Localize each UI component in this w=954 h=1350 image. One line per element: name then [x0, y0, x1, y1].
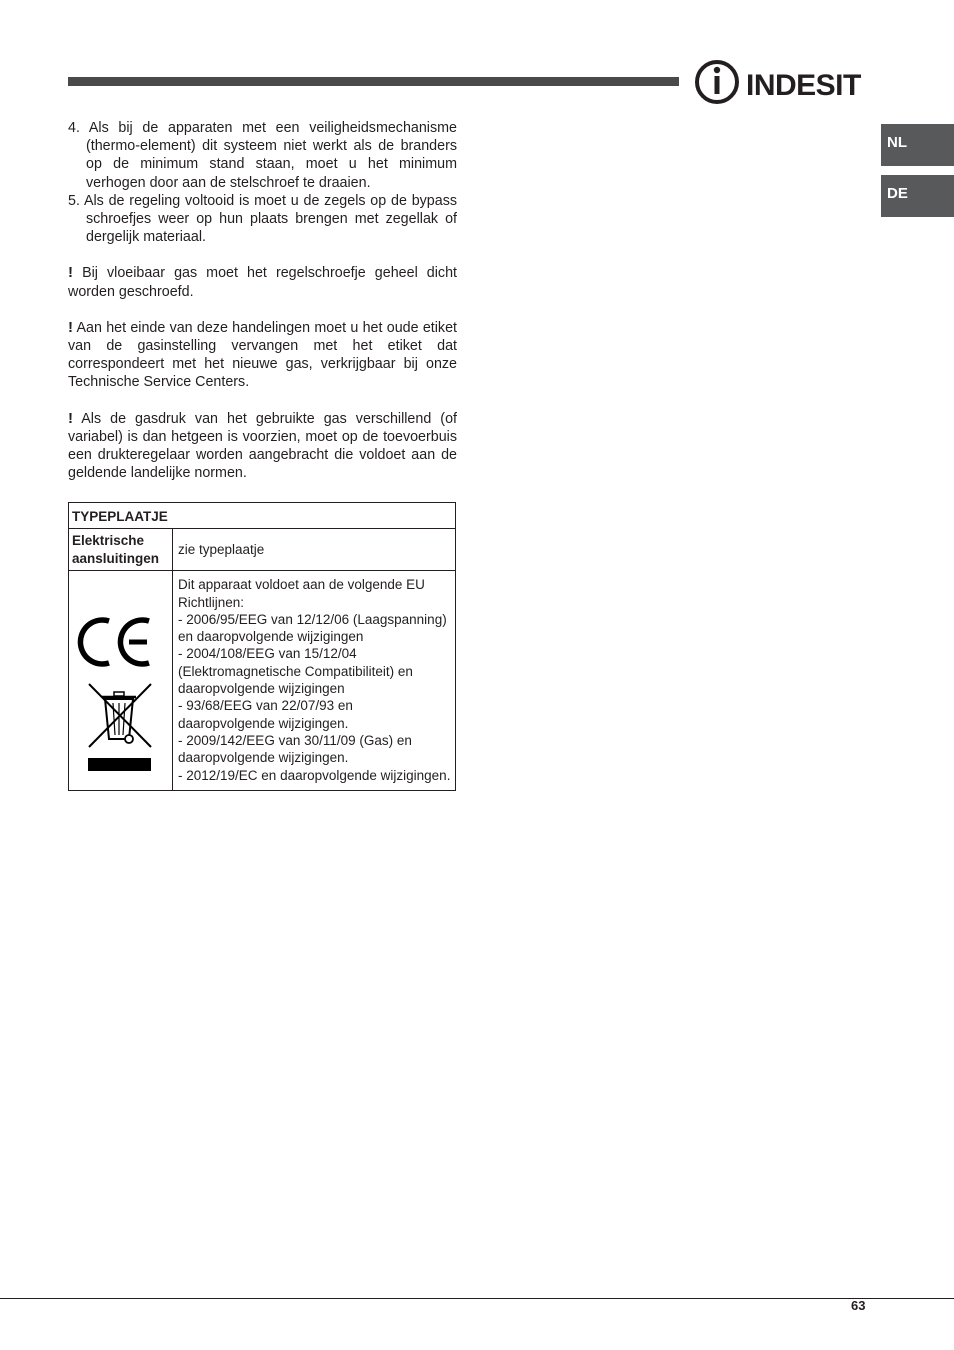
eu-line: - 93/68/EEG van 22/07/93 en daaropvolgende wijzigingen.	[178, 698, 353, 731]
eu-line: - 2009/142/EEG van 30/11/09 (Gas) en daaropvolgende wijzigingen.	[178, 732, 412, 766]
warning-mark: !	[68, 264, 73, 282]
instruction-item: 5. Als de regeling voltooid is moet u de zegels op de bypass schroefjes weer op hun plaats brengen met zegellak of dergelijk materiaal.	[68, 192, 458, 246]
warning-mark: !	[68, 409, 73, 427]
header-bar	[68, 77, 679, 86]
lang-tab-label: NL	[887, 134, 907, 151]
instruction-list	[68, 119, 457, 246]
warning-paragraph: ! Als de gasdruk van het gebruikte gas verschillend (of variabel) is dan hetgeen is voorzien, moet op de toevoerbuis een drukteregelaar worden aangebracht die voldoet aan de geldende landelijke normen.	[68, 409, 457, 482]
eu-directives	[173, 571, 456, 791]
warning-paragraph: ! Aan het einde van deze handelingen moet u het oude etiket van de gasinstelling vervangen met het etiket dat correspondeert met het nieuwe gas, verkrijgbaar bij onze Technische Service Centers.	[68, 318, 457, 391]
eu-line: Dit apparaat voldoet aan de volgende EU Richtlijnen:	[178, 577, 425, 610]
symbols-cell	[69, 571, 173, 791]
lang-tab-de[interactable]	[881, 175, 954, 217]
warning-mark: !	[68, 318, 73, 336]
ce-mark-icon	[80, 620, 149, 664]
main-text	[68, 119, 457, 482]
instruction-item: 4. Als bij de apparaten met een veiligheidsmechanisme (thermo-element) dit systeem niet werkt als de branders op de minimum stand staan, moet u het minimum verhogen door aan de stelschroef te draaien.	[68, 120, 457, 191]
lang-tab-nl[interactable]	[881, 124, 954, 166]
electric-value: zie typeplaatje	[173, 529, 456, 571]
footer-rule	[0, 1298, 954, 1299]
logo-wordmark: INDESIT	[746, 69, 861, 102]
typeplate-table	[68, 502, 456, 791]
lang-tab-label: DE	[887, 185, 908, 202]
eu-line: - 2006/95/EEG van 12/12/06 (Laagspanning) en daaropvolgende wijzigingen	[178, 611, 447, 645]
eu-line: - 2012/19/EC en daaropvolgende wijzigingen.	[178, 767, 451, 783]
electric-label: Elektrische aansluitingen	[69, 529, 173, 571]
typeplate-title: TYPEPLAATJE	[69, 503, 456, 529]
eu-line: - 2004/108/EEG van 15/12/04 (Elektromagnetische Compatibiliteit) en daaropvolgende wijzigingen	[178, 646, 413, 697]
weee-crossed-bin-icon	[88, 684, 151, 771]
indesit-logo	[694, 58, 874, 106]
page-number: 63	[851, 1298, 866, 1313]
warning-paragraph: ! Bij vloeibaar gas moet het regelschroefje geheel dicht worden geschroefd.	[68, 264, 457, 300]
symbols-graphic	[69, 571, 169, 771]
